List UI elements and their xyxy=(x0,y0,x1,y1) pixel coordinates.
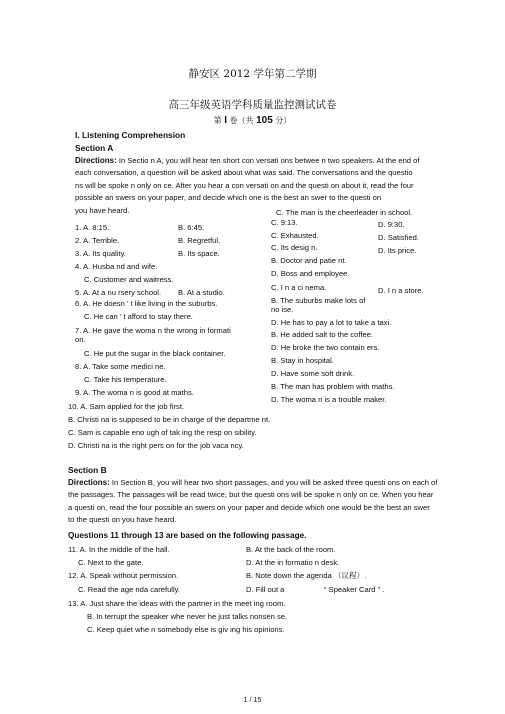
option-line: C. The man is the cheerleader in school. xyxy=(276,208,413,217)
option-line: D. At the in formatio n desk. xyxy=(246,558,340,567)
option-b: B. At a studio. xyxy=(178,288,225,297)
option-b: B. 6:45. xyxy=(178,223,205,232)
option-line: D. Have some soft drink. xyxy=(271,369,355,378)
directions-label: Directions: xyxy=(68,478,110,487)
option-line: C. Exhausted. xyxy=(271,231,319,240)
option-line: 13. A. Just share the ideas with the partner in the meet ing room. xyxy=(68,599,286,608)
option-line: D. He has to pay a lot to take a taxi. xyxy=(271,318,392,327)
directions-line: Directions: In Section B, you will hear two short passages, and you will be asked three questi ons on each of xyxy=(68,478,438,487)
option-b: B. Regretful. xyxy=(178,236,221,245)
directions-line: the passages. The passages will be read twice, but the questi ons will be spoke n only on ce. When you hear xyxy=(68,490,434,500)
page-number: 1 / 15 xyxy=(243,695,262,704)
option-line: B. Doctor and patie nt. xyxy=(271,256,347,265)
option-d: D. 9:30. xyxy=(378,220,405,229)
option-line: C. He put the sugar in the black container. xyxy=(84,349,226,358)
option-line: on. xyxy=(75,335,86,344)
directions-line: you have heard. xyxy=(75,205,130,215)
option-line: B. The man has problem with maths. xyxy=(271,382,395,391)
section-a-heading: Section A xyxy=(75,143,114,153)
option-line: 6. A. He doesn ’ t like living in the suburbs. xyxy=(75,299,218,308)
option-line: C. Sam is capable eno ugh of tak ing the resp on sibility. xyxy=(68,428,257,437)
volume-prefix: 第 xyxy=(213,116,222,125)
option-line: D. Boss and employee. xyxy=(271,269,350,278)
option-line: 9. A. The woma n is good at maths. xyxy=(75,388,194,397)
option-line: 8. A. Take some medici ne. xyxy=(75,362,166,371)
option-line: 1. A. 8:15. xyxy=(75,223,110,232)
option-line: B. Christi na is supposed to be in charge of the departme nt. xyxy=(68,415,271,424)
option-line: D. Fill out a xyxy=(246,585,285,594)
section-b-heading: Section B xyxy=(68,465,107,475)
option-line: 5. A. At a nu rsery school. xyxy=(75,288,162,297)
option-b: B. Its space. xyxy=(178,249,220,258)
option-line: B. The suburbs make lots of xyxy=(271,296,366,305)
option-line: C. Keep quiet whe n somebody else is giv ing his opinions. xyxy=(87,625,285,634)
option-line: C. Read the age nda carefully. xyxy=(78,585,181,594)
exam-subtitle: 高三年级英语学科质量监控测试试卷 xyxy=(168,99,337,111)
directions-line: ns will be spoke n only on ce. After you hear a con versati on and the questi on about it, read the four xyxy=(75,180,414,190)
option-line: 2. A. Terrible. xyxy=(75,236,120,245)
option-line: B. Note down the agenda （议程）. xyxy=(246,571,367,580)
option-line: 12. A. Speak without permission. xyxy=(68,571,179,580)
directions-line: Directions: In Sectio n A, you will hear ten short con versati ons betwee n two speakers. At the end of xyxy=(75,156,420,165)
option-line: “ Speaker Card ” . xyxy=(324,585,385,594)
volume-score: 105 xyxy=(256,115,273,126)
option-line: C. Customer and waitress. xyxy=(84,275,174,284)
option-d: D. Satisfied. xyxy=(378,233,419,242)
option-line: C. Take his temperature. xyxy=(84,375,167,384)
passage-heading: Questions 11 through 13 are based on the following passage. xyxy=(68,531,307,540)
option-line: B. At the back of the room. xyxy=(246,545,336,554)
option-line: 7. A. He gave the woma n the wrong in formati xyxy=(75,326,231,335)
volume-line xyxy=(0,115,505,126)
option-line: C. He can ’ t afford to stay there. xyxy=(84,312,193,321)
option-line: D. The woma n is a trouble maker. xyxy=(271,395,387,404)
option-line: C. Next to the gate. xyxy=(78,558,144,567)
section-b-directions xyxy=(68,477,462,527)
directions-line: a questi on, read the four possible an swers on your paper and decide which one would be the best an swer xyxy=(68,502,430,512)
directions-line: to the questi on you have heard. xyxy=(68,515,177,525)
exam-title: 静安区 2012 学年第二学期 xyxy=(188,68,317,80)
option-line: 3. A. Its quality. xyxy=(75,249,126,258)
option-line: C. 9:13. xyxy=(271,218,298,227)
volume-mid: 卷（共 xyxy=(229,116,254,125)
option-line: C. I n a ci nema. xyxy=(271,283,327,292)
option-d: D. Its price. xyxy=(378,246,417,255)
option-line: B. Stay in hospital. xyxy=(271,356,334,365)
option-line: 11. A. In the middle of the hall. xyxy=(68,545,170,554)
volume-suffix: 分） xyxy=(275,116,292,125)
option-line: D. He broke the two contain ers. xyxy=(271,343,380,352)
option-line: C. Its desig n. xyxy=(271,243,318,252)
directions-label: Directions: xyxy=(75,156,117,165)
volume-roman: I xyxy=(224,115,227,126)
option-line: B. He added salt to the coffee. xyxy=(271,330,374,339)
directions-line: each conversation, a question will be asked about what was said. The conversations and the questio xyxy=(75,168,413,178)
option-line: D. Christi na is the right pers on for the job vaca ncy. xyxy=(68,441,244,450)
option-line: 10. A. Sam applied for the job first. xyxy=(68,402,185,411)
part1-heading: I. Listening Comprehension xyxy=(75,130,186,140)
option-line: 4. A. Husba nd and wife. xyxy=(75,262,158,271)
option-d: D. I n a store. xyxy=(378,286,424,295)
option-line: B. In terrupt the speaker whe never he just talks nonsen se. xyxy=(87,612,288,621)
directions-line: possible an swers on your paper, and decide which one is the best an swer to the questi on xyxy=(75,193,382,203)
option-line: no ise. xyxy=(271,305,294,314)
